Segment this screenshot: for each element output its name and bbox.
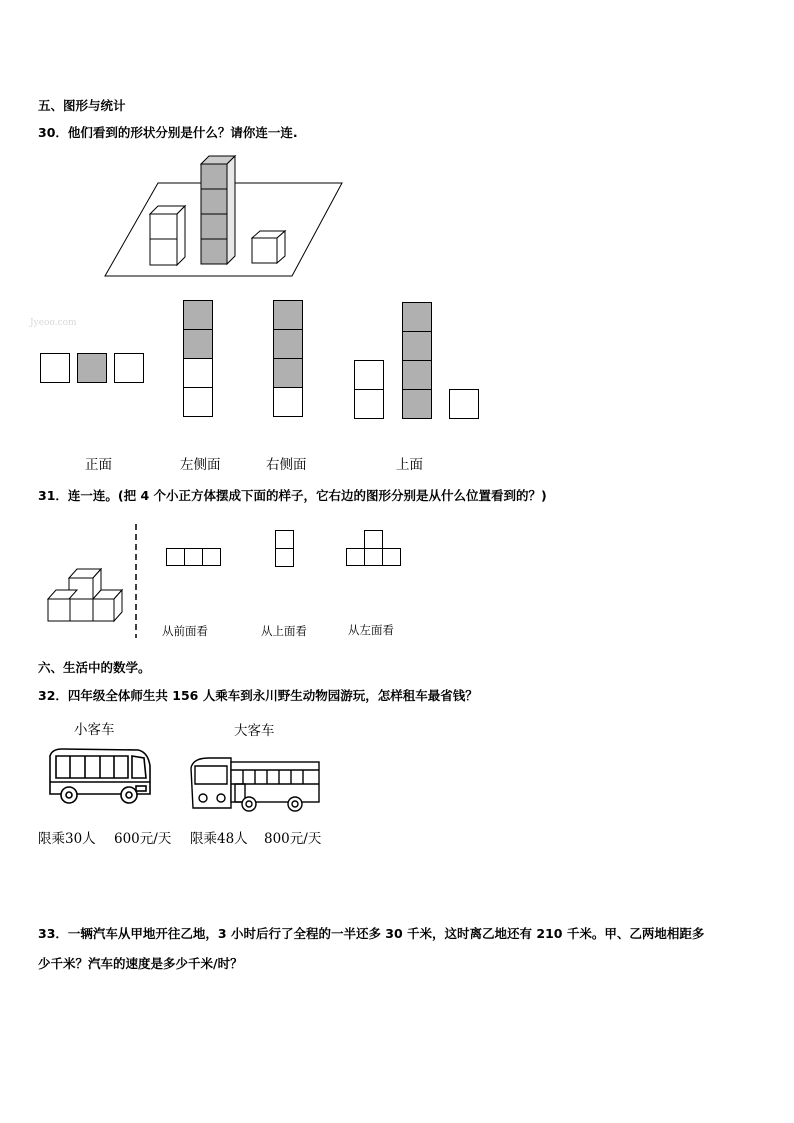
view-square: [275, 548, 294, 567]
question-31-cube-figure: [44, 566, 124, 626]
small-bus-icon: [44, 744, 156, 808]
view-square-gray: [402, 302, 432, 332]
small-bus-price: 600元/天: [114, 831, 172, 847]
caption-top-view: 从上面看: [261, 624, 307, 638]
view-square: [449, 389, 479, 419]
question-30-3d-figure: [100, 150, 350, 280]
view-square-gray: [402, 360, 432, 390]
section-heading-5: 五、图形与统计: [38, 98, 126, 113]
question-30-text: 30．他们看到的形状分别是什么？请你连一连.: [38, 125, 298, 140]
view-label-front: 正面: [85, 457, 112, 473]
view-square: [382, 548, 401, 566]
section-heading-6: 六、生活中的数学。: [38, 660, 151, 675]
view-square: [273, 387, 303, 417]
view-square-gray: [183, 329, 213, 359]
view-square: [354, 360, 384, 390]
view-square: [275, 530, 294, 549]
question-31-text: 31．连一连。(把 4 个小正方体摆成下面的样子，它右边的图形分别是从什么位置看到的？): [38, 488, 547, 503]
view-square-gray: [77, 353, 107, 383]
view-square: [183, 358, 213, 388]
watermark: Jyeoo.com: [30, 318, 77, 328]
view-square: [183, 387, 213, 417]
view-square: [202, 548, 221, 566]
big-bus-label: 大客车: [234, 723, 275, 739]
big-bus-price: 800元/天: [264, 831, 322, 847]
view-square-gray: [273, 300, 303, 330]
view-square: [184, 548, 203, 566]
view-square-gray: [402, 389, 432, 419]
view-label-top: 上面: [396, 457, 423, 473]
small-bus-label: 小客车: [74, 722, 115, 738]
dashed-separator: [134, 524, 138, 638]
big-bus-capacity: 限乘48人: [190, 831, 248, 847]
small-bus-capacity: 限乘30人: [38, 831, 96, 847]
view-square-gray: [402, 331, 432, 361]
caption-left-view: 从左面看: [348, 623, 394, 637]
view-square: [354, 389, 384, 419]
view-label-left: 左侧面: [180, 457, 221, 473]
question-33-line-1: 33．一辆汽车从甲地开往乙地，3 小时后行了全程的一半还多 30 千米，这时离乙地还有 210 千米。甲、乙两地相距多: [38, 926, 705, 941]
view-square-gray: [273, 358, 303, 388]
view-square-gray: [273, 329, 303, 359]
view-label-right: 右侧面: [266, 457, 307, 473]
view-square: [114, 353, 144, 383]
question-33-line-2: 少千米？汽车的速度是多少千米/时？: [38, 956, 243, 971]
view-square: [40, 353, 70, 383]
view-square: [166, 548, 185, 566]
view-square-gray: [183, 300, 213, 330]
big-bus-icon: [187, 754, 323, 812]
question-32-text: 32．四年级全体师生共 156 人乘车到永川野生动物园游玩，怎样租车最省钱？: [38, 688, 478, 703]
view-square: [364, 530, 383, 549]
caption-front-view: 从前面看: [162, 624, 208, 638]
view-square: [364, 548, 383, 566]
view-square: [346, 548, 365, 566]
